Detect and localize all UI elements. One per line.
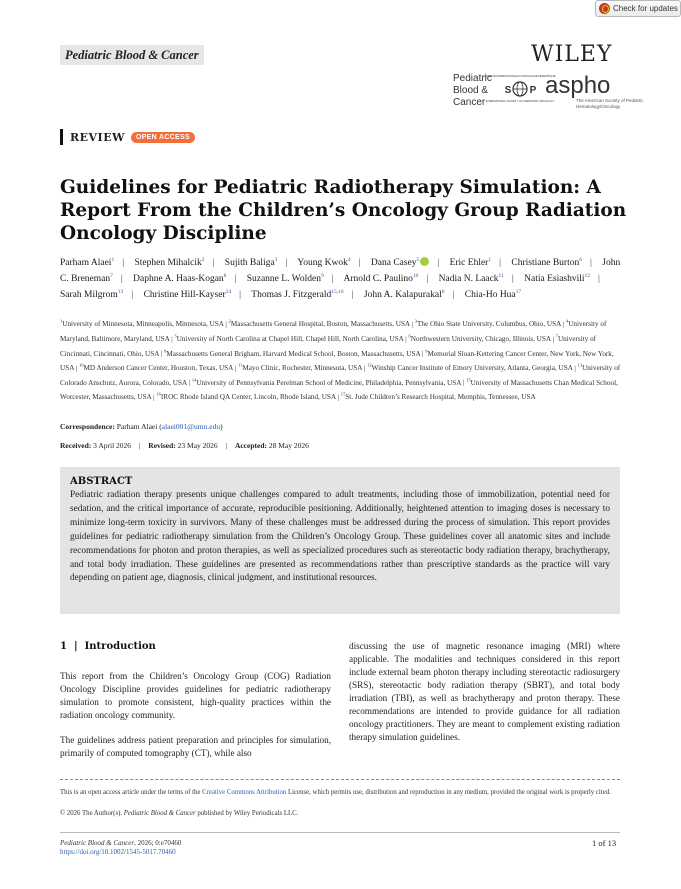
journal-tag: Pediatric Blood & Cancer (60, 45, 204, 65)
author (297, 258, 350, 268)
affiliation-text: University of Colorado Anschutz, Aurora, Colorado, USA (60, 364, 621, 387)
author-affiliation-ref: 15,16 (331, 289, 344, 296)
author-affiliation-ref: 13 (117, 289, 124, 296)
author-list (60, 254, 630, 302)
affiliation (415, 320, 561, 328)
publisher-logo: WILEY (531, 42, 613, 67)
author (371, 258, 429, 268)
author-separator: | (351, 290, 354, 301)
check-for-updates-label: Check for updates (613, 4, 678, 13)
author-separator: | (589, 258, 592, 269)
affiliation (238, 364, 362, 372)
svg-text:P: P (529, 85, 537, 96)
affiliation-text: Mayo Clinic, Rochester, Minnesota, USA (242, 364, 363, 373)
article-type: REVIEW (70, 130, 125, 144)
author (364, 290, 445, 300)
journal-logo-text (453, 73, 503, 109)
author-name: Arnold C. Paulino (343, 274, 413, 285)
affiliation-number: 6 (408, 333, 411, 339)
aspho-logo: aspho (545, 72, 611, 99)
svg-text:S: S (504, 85, 512, 96)
author-separator: | (426, 274, 429, 285)
accepted-date: 28 May 2026 (268, 441, 309, 450)
author (247, 274, 324, 284)
author-affiliation-ref: 12 (584, 273, 591, 280)
affiliation (79, 364, 233, 372)
author (144, 290, 232, 300)
aspho-subtitle: The American Society of Pediatric Hematology/Oncology (576, 98, 644, 109)
affiliation-text: St. Jude Children’s Research Hospital, Memphis, Tennessee, USA (345, 393, 536, 402)
section-number: 1 (60, 641, 67, 652)
siop-top-text: SOCIETE INTERNATIONALE D'ONCOLOGIE PEDIATRIQUE (484, 75, 556, 78)
author-name: Daphne A. Haas-Kogan (133, 274, 224, 285)
affiliation (409, 335, 551, 343)
affiliation-text: University of Pennsylvania Perelman School of Medicine, Philadelphia, Pennsylvania, USA (196, 378, 462, 387)
author (465, 290, 521, 300)
affiliation-number: 10 (79, 362, 84, 368)
copyright-text (60, 810, 298, 817)
author-name: Eric Ehler (449, 258, 489, 269)
author (134, 258, 204, 268)
affiliation (156, 393, 335, 401)
footer-divider (60, 832, 620, 833)
author-name: Stephen Mihalcik (134, 258, 202, 269)
affiliation-text: Winship Cancer Institute of Emory University, Atlanta, Georgia, USA (371, 364, 573, 373)
author-separator: | (452, 290, 455, 301)
author-separator: | (358, 258, 361, 269)
affiliation-number: 7 (555, 333, 558, 339)
license-after: License, which permits use, distribution and reproduction in any medium, provided the original work is properly cited. (286, 789, 611, 796)
revised-label: Revised: (148, 441, 176, 450)
correspondence-email[interactable]: alaei001@umn.edu (161, 422, 221, 431)
author-separator: | (331, 274, 334, 285)
check-for-updates-button[interactable] (595, 0, 681, 17)
affiliation-text: Memorial Sloan-Kettering Cancer Center, New York, New York, USA (60, 349, 614, 373)
author-name: Nadia N. Laack (438, 274, 499, 285)
author-separator: | (511, 274, 514, 285)
affiliation (192, 379, 461, 387)
affiliation-text: University of Maryland, Baltimore, Maryland, USA (60, 320, 607, 343)
correspondence-label: Correspondence: (60, 422, 115, 431)
journal-logo-line: Cancer (453, 97, 486, 108)
author (133, 274, 226, 284)
affiliation-text: University of Massachusetts Chan Medical School, Worcester, Massachusetts, USA (60, 378, 618, 402)
section-title: Introduction (84, 641, 156, 652)
author-separator: | (131, 290, 134, 301)
orcid-icon[interactable] (420, 257, 429, 266)
affiliation-text: University of Minnesota, Minneapolis, Minnesota, USA (62, 320, 224, 329)
siop-bottom-text: INTERNATIONAL SOCIETY OF PAEDIATRIC ONCOLOGY (485, 100, 555, 103)
author (60, 290, 123, 300)
author-affiliation-ref: 1 (111, 257, 115, 263)
affiliation (229, 320, 410, 328)
author-name: John C. Breneman (60, 258, 621, 285)
author-separator: | (234, 274, 237, 285)
author-separator: | (285, 258, 288, 269)
affiliation-number: 16 (156, 391, 161, 397)
author (511, 258, 582, 268)
received-date: 3 April 2026 (93, 441, 132, 450)
footer-citation-text: , 2026; 0:e70460 (134, 839, 182, 847)
open-access-badge: OPEN ACCESS (131, 132, 195, 143)
author (450, 258, 492, 268)
author-separator: | (239, 290, 242, 301)
author-affiliation-ref: 14 (225, 289, 232, 296)
author-affiliation-ref: 8 (223, 273, 227, 280)
author-separator: | (212, 258, 215, 269)
author (225, 258, 278, 268)
author-affiliation-ref: 2 (201, 257, 205, 263)
affiliation-text: Massachusetts General Hospital, Boston, Massachusetts, USA (230, 320, 410, 329)
article-type-row (60, 129, 195, 145)
copyright-before: © 2026 The Author(s). (60, 810, 124, 817)
author-affiliation-ref: 6 (579, 257, 582, 263)
author-name: John A. Kalapurakal (363, 290, 442, 301)
affiliation (164, 350, 420, 358)
affiliation-number: 9 (425, 348, 428, 354)
author (251, 290, 343, 300)
author-name: Christine Hill-Kayser (143, 290, 226, 301)
author (343, 274, 418, 284)
footnote-divider (60, 779, 620, 780)
article-type-bar (60, 129, 63, 145)
author-separator: | (122, 258, 125, 269)
footer-journal: Pediatric Blood & Cancer (60, 839, 135, 847)
author-name: Sujith Baliga (224, 258, 275, 269)
footer-citation (60, 838, 181, 848)
author (439, 274, 504, 284)
affiliation-text: Northwestern University, Chicago, Illinois, USA (410, 334, 551, 343)
affiliation-text: Massachusetts General Brigham, Harvard Medical School, Boston, Massachusetts, USA (166, 349, 421, 358)
author-name: Sarah Milgrom (60, 290, 118, 301)
author-affiliation-ref: 17 (515, 289, 522, 296)
author-separator: | (437, 258, 440, 269)
affiliation-number: 5 (174, 333, 177, 339)
author-name: Suzanne L. Wolden (246, 274, 321, 285)
abstract-box (60, 467, 620, 614)
author-affiliation-ref: 7 (110, 273, 113, 280)
article-title: Guidelines for Pediatric Radiotherapy Simulation: A Report From the Children’s Oncology Group Radiation Oncology Discipline (60, 177, 627, 244)
author-affiliation-ref: 3 (274, 257, 278, 263)
footer-doi-link[interactable]: https://doi.org/10.1002/1545-5017.70460 (60, 848, 176, 856)
affiliation-number: 14 (191, 377, 197, 383)
abstract-heading: ABSTRACT (70, 476, 133, 487)
author-affiliation-ref: 1 (488, 257, 492, 263)
author-name: Dana Casey (370, 258, 417, 269)
author-name: Thomas J. Fitzgerald (251, 290, 332, 301)
affiliation-number: 15 (466, 377, 471, 383)
affiliation-number: 13 (577, 362, 583, 368)
body-column-right (349, 640, 620, 756)
affiliation-number: 1 (60, 319, 63, 324)
affiliation-number: 4 (565, 319, 569, 324)
affiliation (367, 364, 572, 372)
section-heading: 1 | Introduction (60, 641, 156, 652)
affiliation (60, 320, 224, 328)
author-separator: | (120, 274, 123, 285)
affiliation-text: University of North Carolina at Chapel Hill, Chapel Hill, North Carolina, USA (176, 334, 404, 343)
journal-logo-line: Pediatric (453, 73, 492, 84)
accepted-label: Accepted: (234, 441, 268, 450)
license-before: This is an open access article under the terms of the (60, 789, 203, 796)
abstract-text: Pediatric radiation therapy presents unique challenges compared to adult treatments, including those of immobilization, potential need for sedation, and the critical importance of accurate, reproducible positioning. Additionally, heightened attention to imaging doses is necessary to minimize long-term toxicity in survivors. Many of these challenges must be addressed during the process of simulation. This report provides guidelines for pediatric radiotherapy simulation from the Children’s Oncology Group. These guidelines cover all anatomic sites and include recommendations for photon and proton therapies, as well as specialized procedures such as stereotactic body radiation therapy, brachytherapy, and total body irradiation. These guidelines are presented as recommendations rather than prescriptive standards as the practice will vary depending on patient age, diagnosis, clinical judgment, and institutional resources. (70, 490, 610, 584)
affiliation-text: MD Anderson Cancer Center, Houston, Texas, USA (83, 364, 233, 373)
paragraph: The guidelines address patient preparation and principles for simulation, primarily of computed tomography (CT), while also (60, 735, 331, 758)
author-affiliation-ref: 4 (347, 257, 351, 263)
license-link[interactable]: Creative Commons Attribution (202, 789, 287, 796)
author-name: Natia Esiashvili (524, 274, 585, 285)
affiliation-number: 12 (367, 362, 372, 368)
author-affiliation-ref: 9 (320, 273, 324, 280)
copyright-journal: Pediatric Blood & Cancer (123, 810, 196, 817)
affiliation-text: IROC Rhode Island QA Center, Lincoln, Rhode Island, USA (160, 393, 336, 402)
author-affiliation-ref: 10 (412, 273, 419, 280)
affiliation (341, 393, 536, 401)
author-affiliation-ref: 6 (441, 289, 445, 296)
correspondence: Correspondence: Parham Alaei (alaei001@umn.edu) (60, 422, 223, 431)
paragraph: discussing the use of magnetic resonance imaging (MRI) where applicable. The modalities and techniques considered in this report include external beam photon therapy including stereotactic radiosurgery (SRS), stereotactic body radiation therapy (SBRT), and total body irradiation (TBI), as well as brachytherapy and proton therapy. These recommendations are intended to provide guidance for all radiation oncology practitioners. They are meant to complement existing radiation therapy simulation guidelines. (349, 641, 620, 742)
author (524, 274, 590, 284)
author-name: Young Kwok (297, 258, 348, 269)
siop-logo-icon (484, 73, 556, 109)
author (60, 258, 114, 268)
revised-date: 23 May 2026 (177, 441, 218, 450)
author-name: Christiane Burton (511, 258, 580, 269)
author-name: Parham Alaei (60, 258, 112, 269)
author-name: Chia-Ho Hua (464, 290, 516, 301)
received-label: Received: (60, 441, 92, 450)
correspondence-name: Parham Alaei (116, 422, 158, 431)
affiliation-number: 3 (414, 319, 418, 324)
journal-logo-line: Blood & (453, 85, 489, 96)
affiliations: $^1$University of Minnesota, Minneapolis, Minnesota, USA | $^2$Massachusetts General Hospital, Boston, Massachusetts, USA | $^3$The Ohio State University, Columbus, Ohio, USA | $^4$University of Maryland, Baltimore, Maryland, USA | $^5$University of North Carolina at Chapel Hill, Chapel Hill, North Carolina, USA | $^6$Northwestern University, Chicago, Illinois, USA | $^7$University of Cincinnati, Cincinnati, Ohio, USA | $^8$Massachusetts General Brigham, Harvard Medical School, Boston, Massachusetts, USA | $^9$Memorial Sloan-Kettering Cancer Center, New York, New York, USA | $^{10}$MD Anderson Cancer Center, Houston, Texas, USA | $^{11}$Mayo Clinic, Rochester, Minnesota, USA | $^{12}$Winship Cancer Institute of Emory University, Atlanta, Georgia, USA | $^{13}$University of Colorado Anschutz, Aurora, Colorado, USA | $^{14}$University of Pennsylvania Perelman School of Medicine, Philadelphia, Pennsylvania, USA | $^{15}$University of Massachusetts Chan Medical School, Worcester, Massachusetts, USA | $^{16}$IROC Rhode Island QA Center, Lincoln, Rhode Island, USA | $^{17}$St. Jude Children’s Research Hospital, Memphis, Tennessee, USA (60, 319, 621, 402)
crossmark-icon (599, 3, 610, 14)
affiliation-number: 8 (164, 348, 167, 354)
author-affiliation-ref: 11 (498, 273, 504, 280)
author-affiliation-ref: 5 (416, 257, 420, 263)
affiliation-text: The Ohio State University, Columbus, Ohio, USA (417, 320, 561, 329)
paragraph: This report from the Children’s Oncology Group (COG) Radiation Oncology Discipline provides guidelines for pediatric radiotherapy simulation to promote consistent, high-quality practices within the radiation oncology community. (60, 671, 331, 720)
affiliation-number: 17 (340, 391, 346, 397)
license-text (60, 788, 622, 799)
affiliation-text: University of Cincinnati, Cincinnati, Ohio, USA (60, 334, 597, 358)
copyright-after: published by Wiley Periodicals LLC. (195, 810, 299, 817)
author-separator: | (499, 258, 502, 269)
affiliation (174, 335, 403, 343)
affiliation-number: 2 (228, 319, 231, 324)
page-number: 1 of 13 (592, 838, 617, 848)
body-column-left (60, 640, 331, 772)
article-dates: Received: 3 April 2026 | Revised: 23 May 2026 | Accepted: 28 May 2026 (60, 441, 309, 450)
author-separator: | (598, 274, 600, 285)
affiliation-number: 11 (237, 362, 243, 368)
